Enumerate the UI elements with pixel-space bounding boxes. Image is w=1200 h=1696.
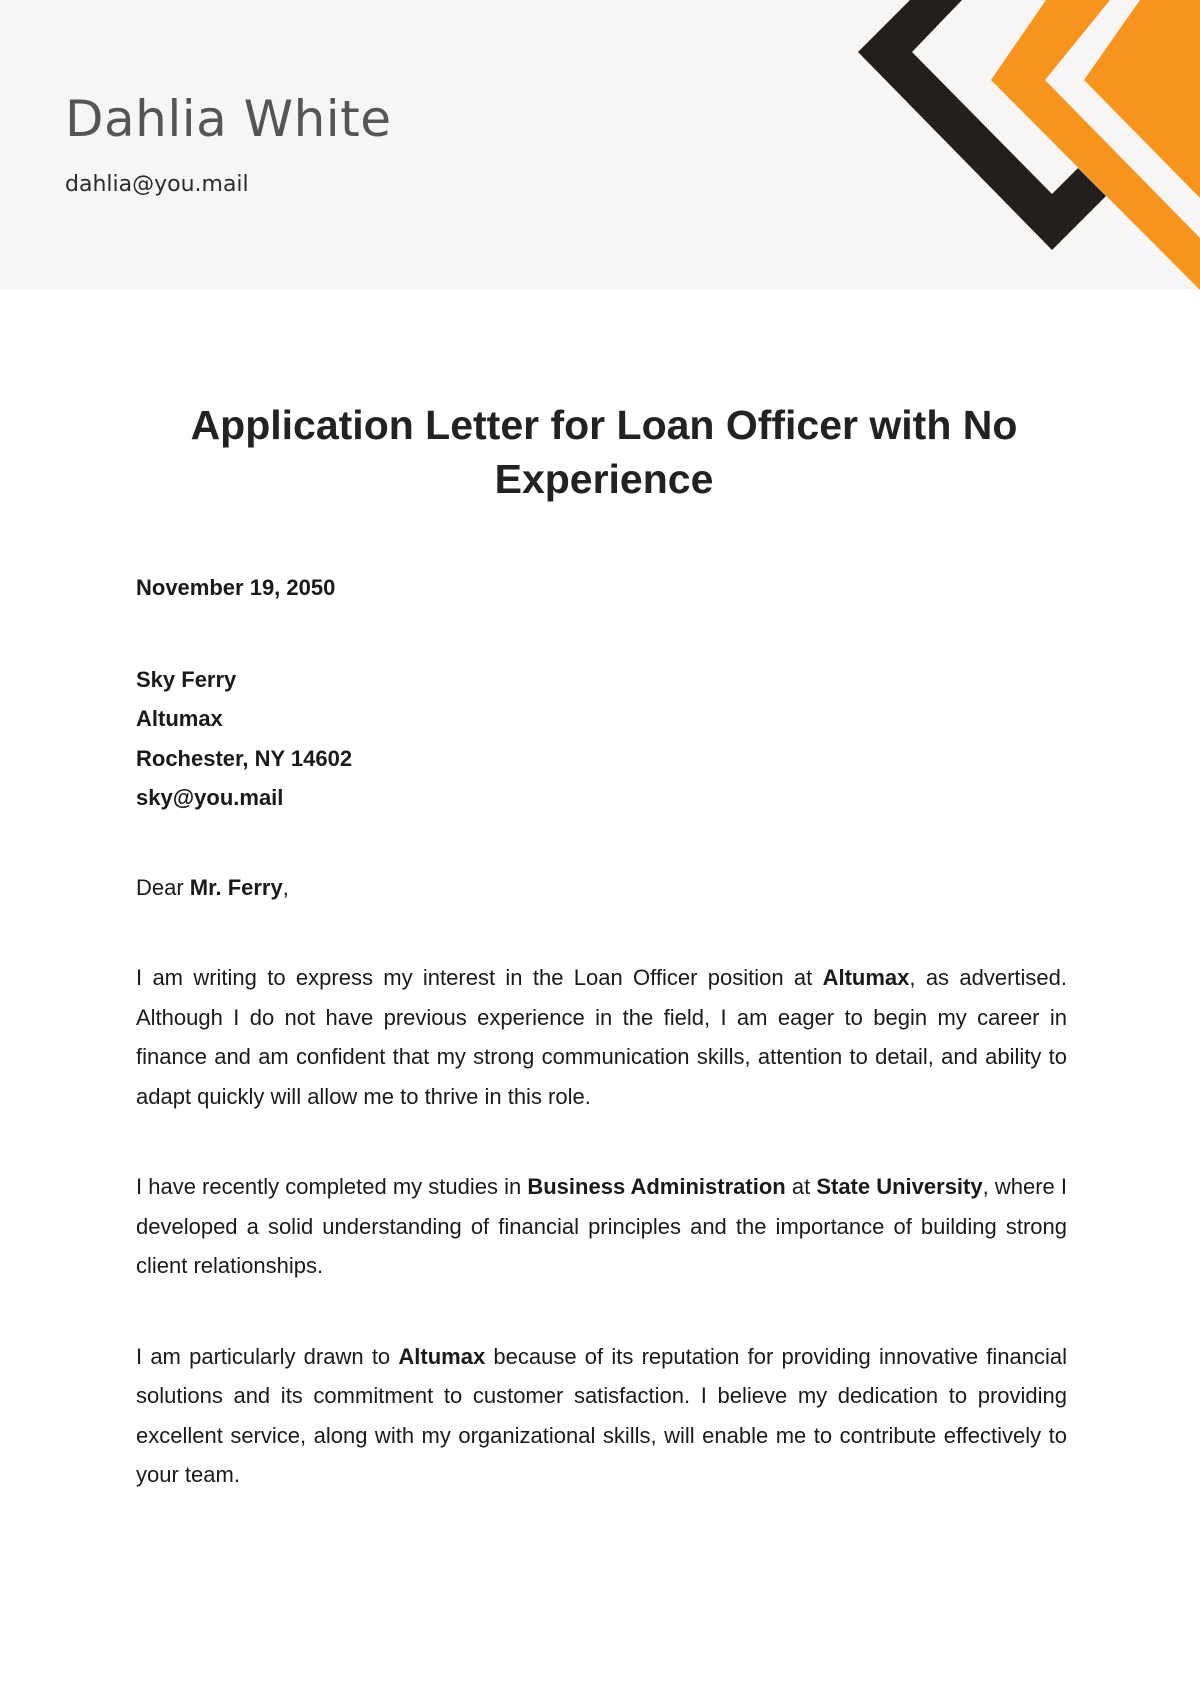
- sender-email: dahlia@you.mail: [65, 172, 249, 197]
- recipient-address: Rochester, NY 14602: [136, 745, 353, 771]
- paragraph-text: at: [785, 1174, 817, 1199]
- paragraph-text: I am particularly drawn to: [136, 1343, 399, 1369]
- salutation-name: Mr. Ferry: [189, 874, 283, 900]
- letter-body: [136, 568, 1067, 1495]
- company-name: Altumax: [398, 1343, 486, 1369]
- recipient-name: Sky Ferry: [136, 666, 237, 692]
- paragraph-text: , as advertised. Although I do not have previous experience in the field, I am eager to begin my career in finance and am confident that my strong communication skills, attention to detail, and ability to adapt quickly will allow me to thrive in this role.: [136, 965, 1067, 1109]
- letter-date: November 19, 2050: [136, 575, 336, 600]
- salutation-prefix: Dear: [136, 874, 190, 900]
- degree-name: Business Administration: [527, 1174, 786, 1199]
- paragraph-intro: [136, 958, 1067, 1116]
- paragraph-education: [136, 1167, 1067, 1286]
- sender-name: Dahlia White: [65, 90, 392, 148]
- paragraph-text: because of its reputation for providing innovative financial solutions and its commitment to customer satisfaction. I believe my dedication to providing excellent service, along with my organizational skills, will enable me to contribute effectively to your team.: [136, 1343, 1068, 1487]
- university-name: State University: [816, 1174, 983, 1199]
- paragraph-text: , where I developed a solid understanding of financial principles and the importance of building strong client relationships.: [136, 1174, 1068, 1278]
- letterhead: [0, 0, 1200, 290]
- paragraph-text: I have recently completed my studies in: [136, 1174, 528, 1199]
- recipient-company: Altumax: [136, 706, 223, 731]
- salutation-suffix: ,: [282, 874, 289, 900]
- paragraph-text: I am writing to express my interest in the Loan Officer position at: [136, 965, 823, 990]
- paragraph-motivation: [136, 1337, 1067, 1495]
- recipient-block: [136, 660, 1067, 818]
- letter-title: Application Letter for Loan Officer with No Experience: [190, 402, 1018, 502]
- salutation: [136, 868, 1067, 908]
- recipient-email: sky@you.mail: [136, 785, 284, 810]
- company-name: Altumax: [822, 965, 910, 990]
